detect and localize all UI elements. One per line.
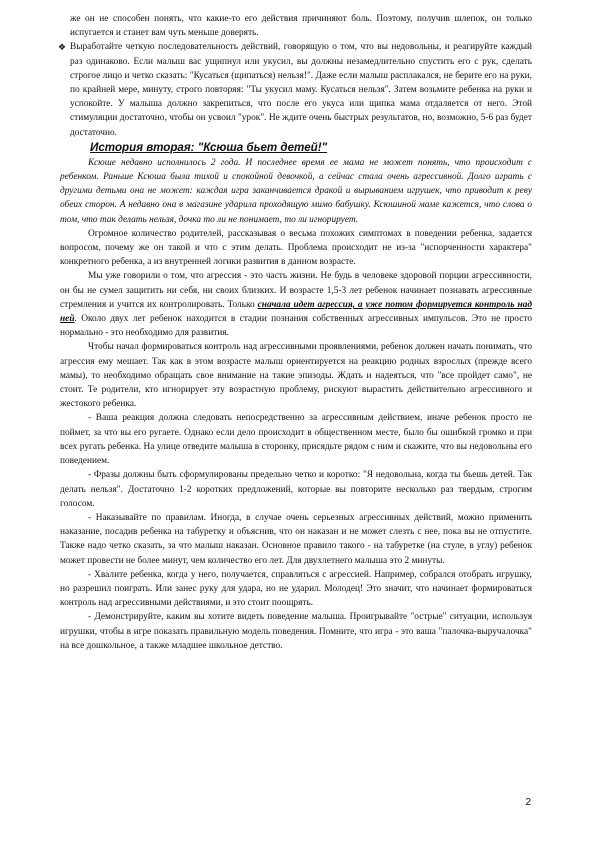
p2-text-after: . Около двух лет ребенок находится в стадии познания собственных агрессивных импульсов. Это не просто нормально - это необходимо для развития. bbox=[60, 314, 532, 339]
section-heading: История вторая: "Ксюша бьет детей!" bbox=[90, 140, 328, 154]
page-number: 2 bbox=[525, 797, 531, 808]
bullet-text: Выработайте четкую последовательность действий, говорящую о том, что вы недовольны, и реагируйте каждый раз одинаково. Если малыш вас ущипнул или укусил, вы должны незамедлительно спустить его с рук, сделать строгое лицо и четко сказать: "Кусаться (щипаться) нельзя!". Даже если малыш расплакался, не берите его на руки, по крайней мере, минуту, строго повторяя: "Ты укусил маму. Кусаться нельзя". Затем возьмите ребенка на руки и успокойте. У малыша должно закрепиться, что после его укуса или щипка мама отдаляется от него. Этой стимуляции достаточно, чтобы он усвоил "урок". Не ждите очень быстрых результатов, но, возможно, 5-6 раз будет достаточно. bbox=[70, 42, 532, 138]
body-paragraph-1: Огромное количество родителей, рассказывая о весьма похожих симптомах в поведении ребенка, задается вопросом, почему же он такой и что с этим делать. Проблема происходит не из-за "испорченности характера" конкретного ребенка, а из внутренней логики развития в данном возрасте. bbox=[60, 228, 532, 268]
document-page bbox=[60, 12, 532, 653]
diamond-bullet-icon: ❖ bbox=[58, 42, 67, 53]
p2-text-before: Мы уже говорили о том, что агрессия - это часть жизни. Не будь в человеке здоровой порции агрессивности, он бы не сумел защитить ни себя, ни своих близких. И возрасте 1,5-3 лет ребенок начинает познавать агрессивные стремления и учится их контролировать. Только bbox=[60, 271, 532, 310]
body-paragraph-3: Чтобы начал формироваться контроль над агрессивными проявлениями, ребенок должен начать понимать, что агрессия ему мешает. Так как в этом возрасте малыш ориентируется на реакцию родных взрослых (прежде всего мамы), то необходимо обращать свое внимание на такие эпизоды. Ждать и надеяться, что "все пройдет само", не стоит. Те родители, кто игнорирует эту возрастную проблему, рискуют вырастить действительно агрессивного и жестокого ребенка. bbox=[60, 342, 532, 410]
emphasis-text: сначала идет агрессия, а уже потом формируется контроль над ней bbox=[60, 299, 532, 325]
continuation-paragraph: же он не способен понять, что какие-то его действия причиняют боль. Поэтому, получив шлепок, он только испугается и станет вам чуть меньше доверять. bbox=[70, 14, 532, 39]
bullet-item bbox=[60, 40, 532, 139]
advice-item-2: - Фразы должны быть сформулированы предельно четко и коротко: "Я недовольна, когда ты бьешь детей. Так делать нельзя". Достаточно 1-2 коротких предложений, которые вы повторите несколько раз твердым, строгим голосом. bbox=[60, 470, 532, 509]
advice-item-1: - Ваша реакция должна следовать непосредственно за агрессивным действием, иначе ребенок просто не поймет, за что вы его ругаете. Однако если дело происходит в общественном месте, было бы ошибкой громко и при всех ругать ребенка. На улице отведите малыша в сторонку, присядьте рядом с ним и скажите, что вы недовольны его поведением. bbox=[60, 413, 532, 467]
advice-item-5: - Демонстрируйте, каким вы хотите видеть поведение малыша. Проигрывайте "острые" ситуации, используя игрушки, чтобы в игре показать правильную модель поведения. Помните, что игра - это ваша "палочка-выручалочка" на все дошкольное, а также младшее школьное детство. bbox=[60, 612, 532, 651]
body-paragraph-2 bbox=[60, 269, 532, 340]
advice-item-3: - Наказывайте по правилам. Иногда, в случае очень серьезных агрессивных действий, можно применить наказание, посадив ребенка на табуретку и объяснив, что он наказан и не может слезть с нее, пока вы не отпустите. Также надо четко сказать, за что малыш наказан. Основное правило такого - на табуретке (на стуле, в углу) ребенок может провести не более минут, чем количество его лет. Для двухлетнего малыша это 2 минуты. bbox=[60, 512, 532, 566]
story-paragraph: Ксюше недавно исполнилось 2 года. И последнее время ее мама не может понять, что происходит с ребенком. Раньше Ксюша была тихой и спокойной девочкой, а сейчас стала очень агрессивной. Долго играть с другими детьми она не может: каждая игра заканчивается дракой и вырыванием игрушек, что приводит к реву обеих сторон. А недавно она в магазине ударила проходящую мимо бабушку. Ксюшиной маме кажется, что слова о том, что так делать нельзя, дочка то ли не понимает, то ли игнорирует. bbox=[60, 157, 532, 225]
advice-item-4: - Хвалите ребенка, когда у него, получается, справляться с агрессией. Например, собрался отобрать игрушку, но разрешил поиграть. Или занес руку для удара, но не ударил. Молодец! Это значит, что начинает формироваться контроль над агрессивными действиями, и это стоит поощрять. bbox=[60, 569, 532, 609]
